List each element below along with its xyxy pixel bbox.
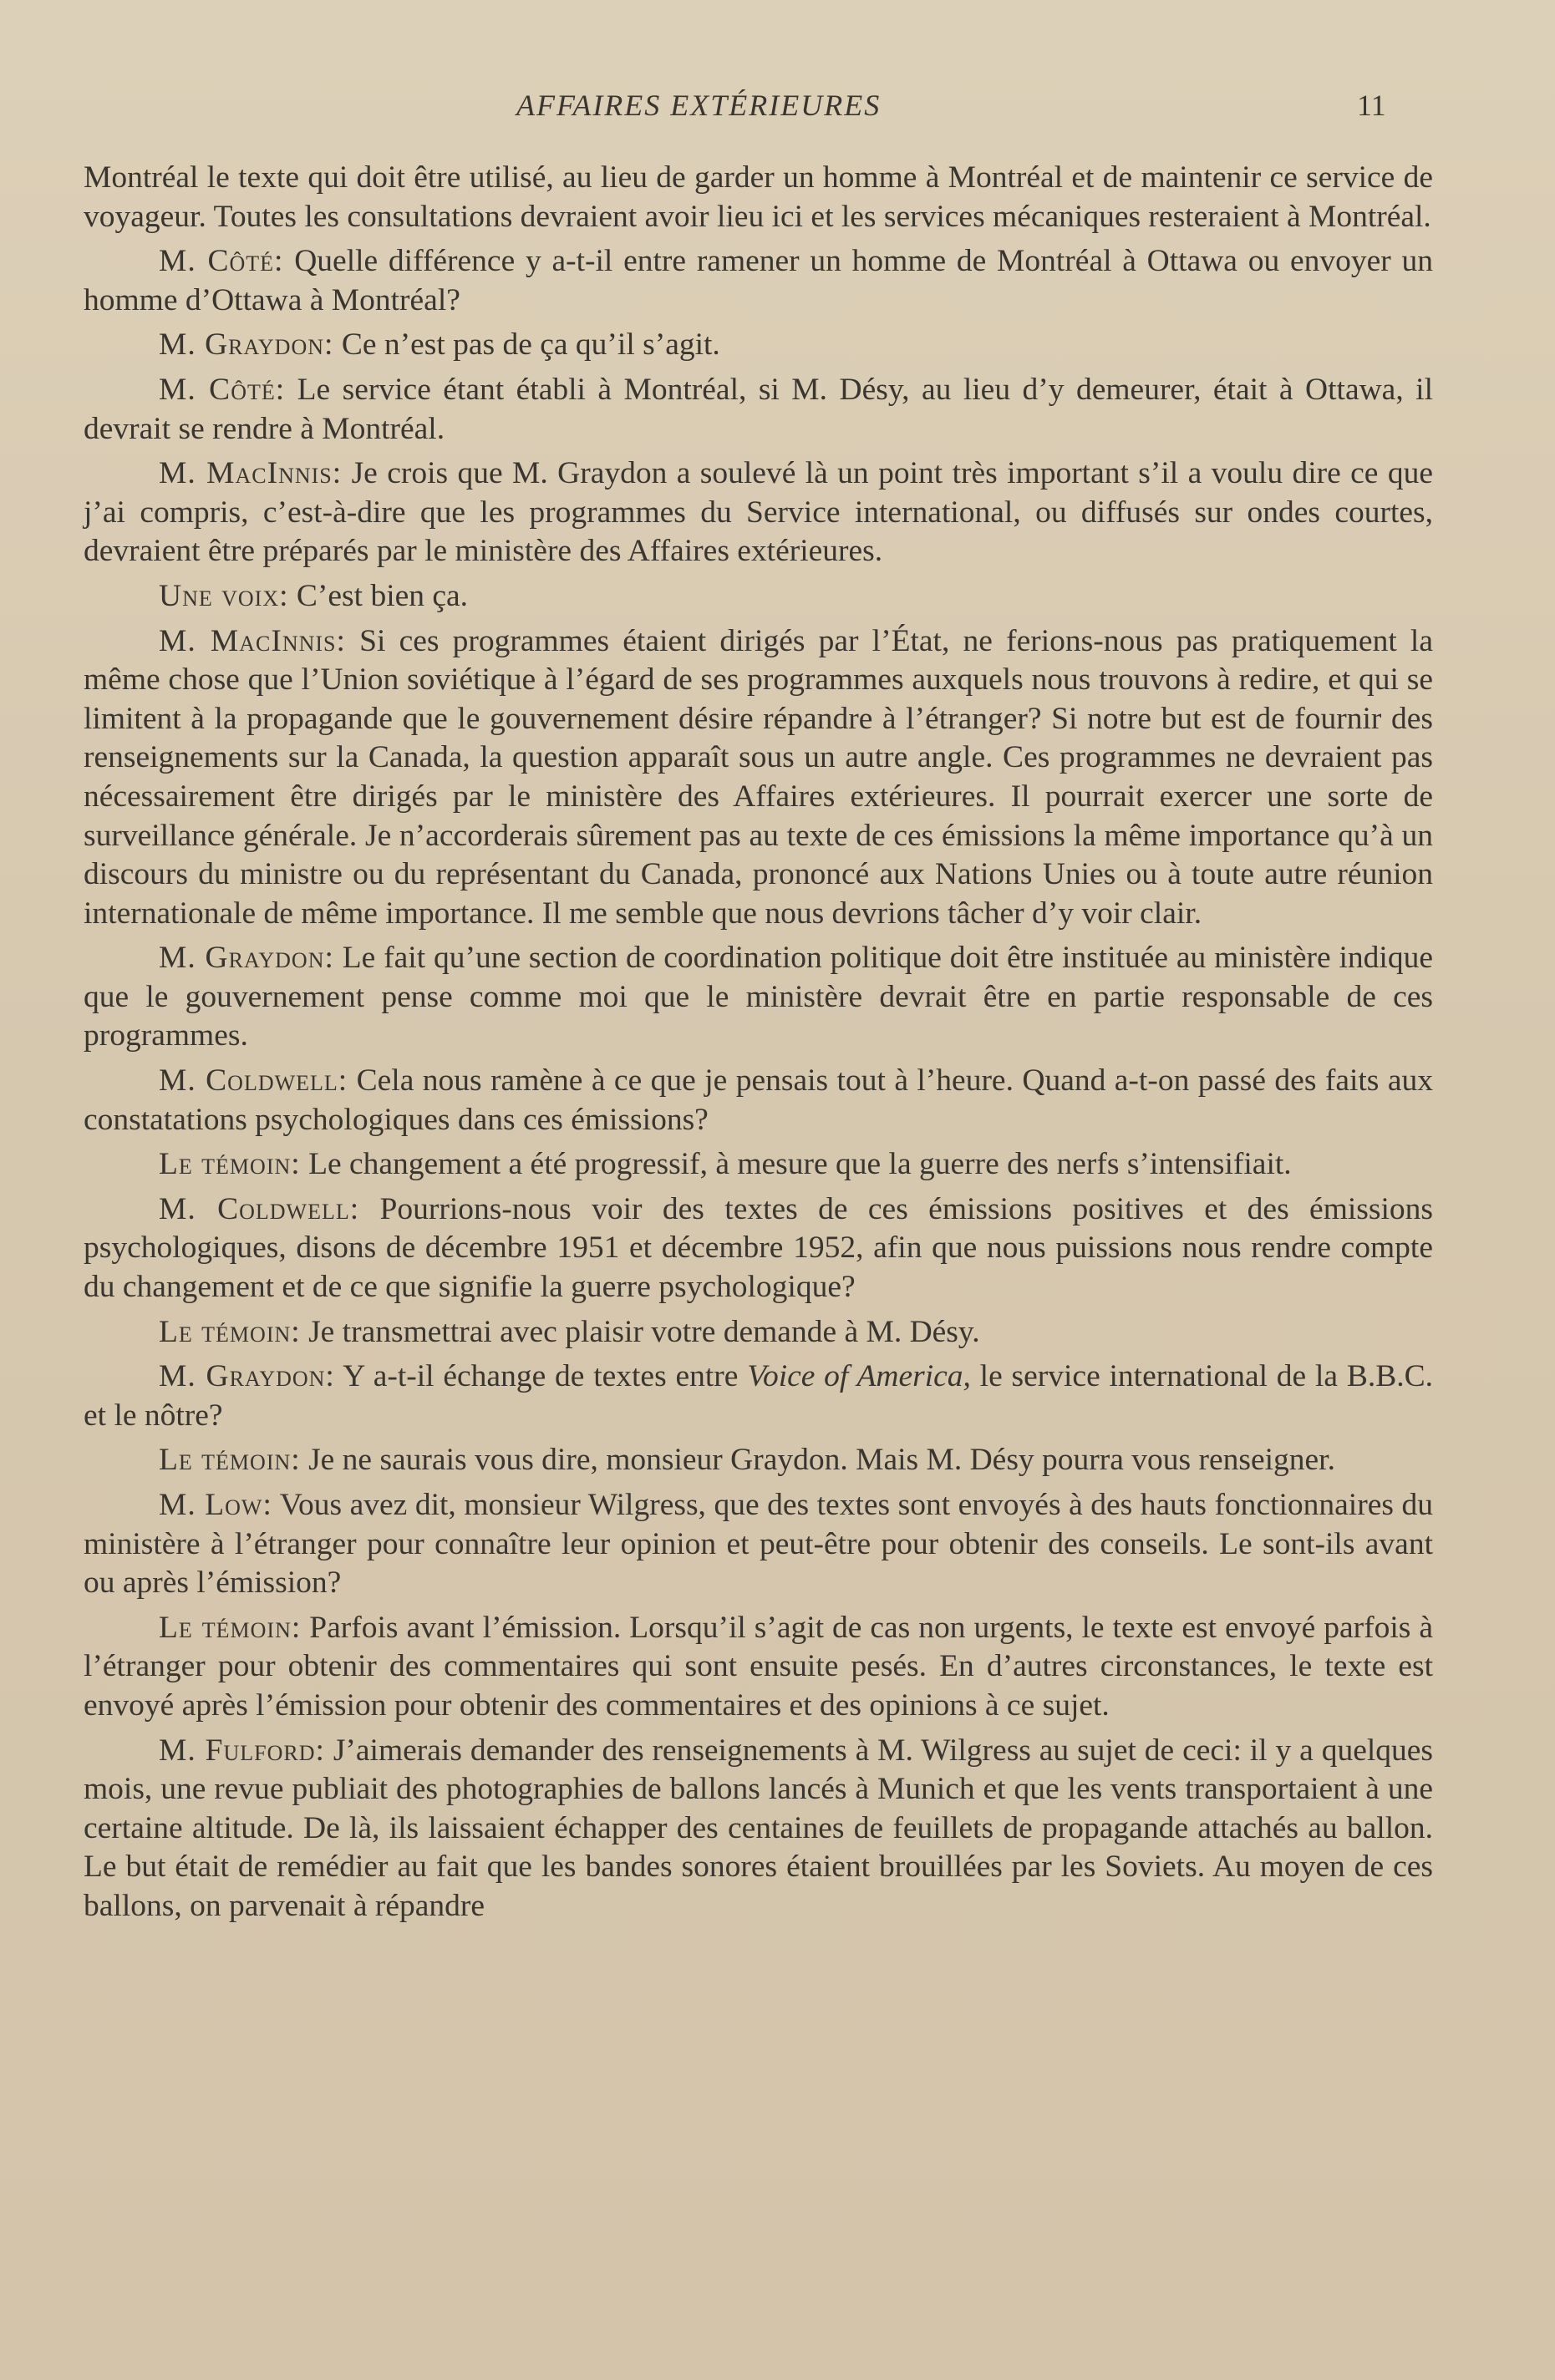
- speaker-label: M. Graydon:: [159, 1359, 335, 1394]
- paragraph-4: [84, 371, 1433, 449]
- speaker-label: M. Coldwell:: [159, 1063, 348, 1099]
- speaker-label: M. Coldwell:: [159, 1191, 360, 1226]
- paragraph-text: Je crois que M. Graydon a soulevé là un point très important s’il a voulu dire ce que j’ai compris, c’est-à-dire que les programmes du Service international, ou diffusés sur ondes courtes, devraient être préparés par le ministère des Affaires extérieures.: [84, 456, 1433, 569]
- paragraph-text: Le changement a été progressif, à mesure que la guerre des nerfs s’intensifiait.: [308, 1147, 1292, 1182]
- paragraph-text: Vous avez dit, monsieur Wilgress, que des textes sont envoyés à des hauts fonctionnaires du ministère à l’étranger pour connaître leur opinion et peut-être pour obtenir des conseils. Le sont-ils avant ou après l’émission?: [84, 1488, 1433, 1601]
- speaker-label: Le témoin:: [159, 1314, 301, 1349]
- paragraph-8: [84, 939, 1433, 1056]
- paragraph-text: Le fait qu’une section de coordination politique doit être instituée au ministère indique que le gouvernement pense comme moi que le ministère devrait être en partie responsable de ces programmes.: [84, 941, 1433, 1053]
- paragraph-text: Parfois avant l’émission. Lorsqu’il s’agit de cas non urgents, le texte est envoyé parfois à l’étranger pour obtenir des commentaires qui sont ensuite pesés. En d’autres circonstances, le texte est envoyé après l’émission pour obtenir des commentaires et des opinions à ce sujet.: [84, 1610, 1434, 1723]
- paragraph-text-before: Y a-t-il échange de textes entre: [343, 1359, 748, 1394]
- speaker-label: M. MacInnis:: [159, 623, 346, 658]
- paragraph-16: [84, 1609, 1433, 1726]
- speaker-label: M. Fulford:: [159, 1733, 325, 1768]
- speaker-label: Le témoin:: [159, 1147, 301, 1182]
- paragraph-6: [84, 577, 1433, 617]
- italic-program-title: Voice of America,: [747, 1359, 971, 1394]
- paragraph-text: Je ne saurais vous dire, monsieur Graydon. Mais M. Désy pourra vous renseigner.: [308, 1443, 1335, 1478]
- paragraph-12: [84, 1313, 1433, 1352]
- page-number: 11: [1357, 89, 1386, 122]
- paragraph-3: [84, 326, 1433, 365]
- paragraph-text: Montréal le texte qui doit être utilisé, au lieu de garder un homme à Montréal et de maintenir ce service de voyageur. Toutes les consultations devraient avoir lieu ici et les services mécaniques resteraient à Montréal.: [84, 160, 1433, 234]
- paragraph-9: [84, 1062, 1433, 1139]
- paragraph-15: [84, 1486, 1433, 1603]
- paragraph-text-after: le service international de la B.B.C. et le nôtre?: [84, 1359, 1433, 1433]
- speaker-label: M. Graydon:: [159, 941, 334, 976]
- paragraph-10: [84, 1145, 1433, 1185]
- paragraph-text: Je transmettrai avec plaisir votre demande à M. Désy.: [308, 1314, 980, 1349]
- body-text: [84, 159, 1433, 1932]
- paragraph-text: Cela nous ramène à ce que je pensais tout à l’heure. Quand a-t-on passé des faits aux constatations psychologiques dans ces émissions?: [84, 1063, 1433, 1137]
- speaker-label: M. Côté:: [159, 244, 284, 279]
- running-header: [0, 88, 1555, 129]
- paragraph-text: C’est bien ça.: [296, 578, 469, 613]
- paragraph-1: [84, 159, 1433, 236]
- paragraph-text: Si ces programmes étaient dirigés par l’État, ne ferions-nous pas pratiquement la même chose que l’Union soviétique à l’égard de ses programmes auxquels nous trouvons à redire, et qui se limitent à la propagande que le gouvernement désire répandre à l’étranger? Si notre but est de fournir des renseignements sur la Canada, la question apparaît sous un autre angle. Ces programmes ne devraient pas nécessairement être dirigés par le ministère des Affaires extérieures. Il pourrait exercer une sorte de surveillance générale. Je n’accorderais sûrement pas au texte de ces émissions la même importance qu’à un discours du ministre ou du représentant du Canada, prononcé aux Nations Unies ou à toute autre réunion internationale de même importance. Il me semble que nous devrions tâcher d’y voir clair.: [84, 623, 1433, 931]
- speaker-label: M. Graydon:: [159, 327, 334, 363]
- paragraph-text: Ce n’est pas de ça qu’il s’agit.: [341, 327, 720, 363]
- running-title: AFFAIRES EXTÉRIEURES: [516, 89, 882, 122]
- paragraph-11: [84, 1190, 1433, 1307]
- paragraph-text: Pourrions-nous voir des textes de ces émissions positives et des émissions psychologiques, disons de décembre 1951 et décembre 1952, afin que nous puissions nous rendre compte du changement et de ce que signifie la guerre psychologique?: [84, 1191, 1433, 1305]
- paragraph-text: J’aimerais demander des renseignements à M. Wilgress au sujet de ceci: il y a quelques mois, une revue publiait des photographies de ballons lancés à Munich et que les vents transportaient à une certaine altitude. De là, ils laissaient échapper des centaines de feuillets de propagande attachés au ballon. Le but était de remédier au fait que les bandes sonores étaient brouillées par les Soviets. Au moyen de ces ballons, on parvenait à répandre: [84, 1733, 1433, 1923]
- speaker-label: M. Low:: [159, 1488, 272, 1522]
- paragraph-2: [84, 242, 1433, 320]
- paragraph-7: [84, 622, 1433, 934]
- paragraph-5: [84, 454, 1433, 571]
- paragraph-17: [84, 1732, 1433, 1926]
- speaker-label: Le témoin:: [159, 1610, 302, 1645]
- paragraph-text: Le service étant établi à Montréal, si M. Désy, au lieu d’y demeurer, était à Ottawa, il devrait se rendre à Montréal.: [84, 372, 1434, 446]
- paragraph-14: [84, 1441, 1433, 1480]
- paragraph-13: [84, 1357, 1433, 1435]
- speaker-label: M. MacInnis:: [159, 456, 343, 491]
- paragraph-text: Quelle différence y a-t-il entre ramener un homme de Montréal à Ottawa ou envoyer un homme d’Ottawa à Montréal?: [84, 244, 1433, 317]
- speaker-label: M. Côté:: [159, 372, 286, 407]
- speaker-label: Le témoin:: [159, 1443, 301, 1478]
- speaker-label: Une voix:: [159, 578, 289, 613]
